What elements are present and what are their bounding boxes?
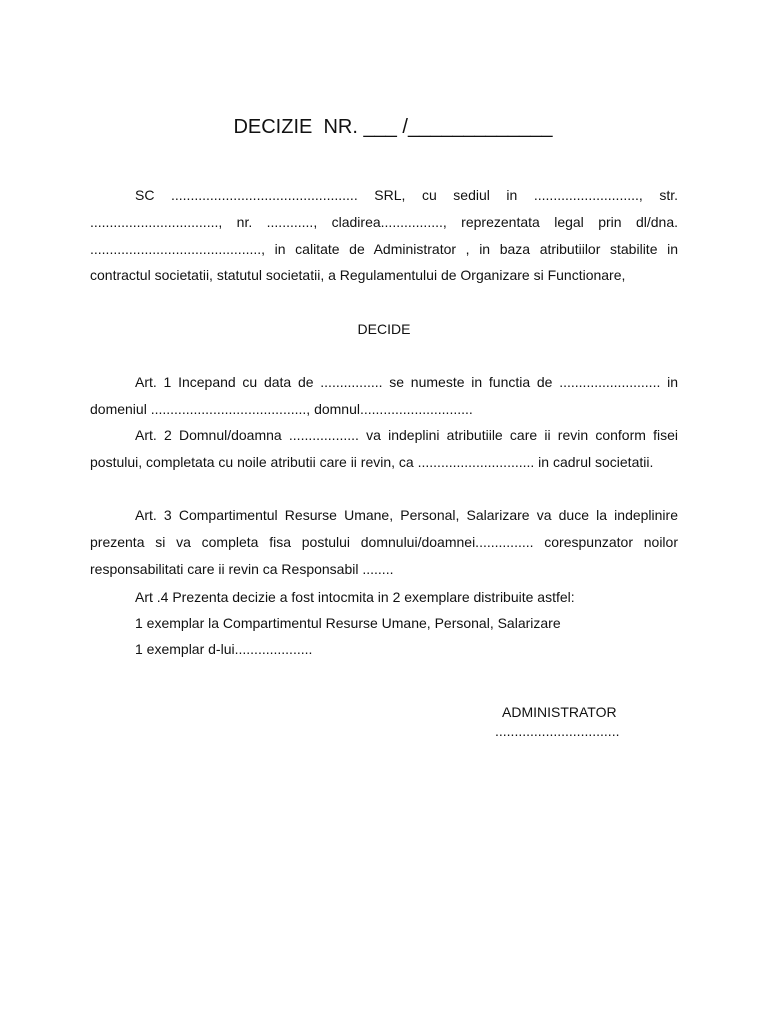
signature-line: ................................ [495,723,620,739]
article-4: Art .4 Prezenta decizie a fost intocmita in 2 exemplare distribuite astfel: [135,589,575,605]
distribution-copy-2: 1 exemplar d-lui.................... [135,641,313,657]
decide-heading: DECIDE [357,321,411,337]
signature-title: ADMINISTRATOR [502,704,617,720]
article-1: Art. 1 Incepand cu data de ................ se numeste in functia de .......................... in domeniul ........................................, domnul............................. [90,374,678,417]
intro-paragraph: SC ................................................ SRL, cu sediul in ..........................., str. ................................., nr. ............, cladirea................, reprezentata legal prin dl/dna. ............................................, in calitate de Administrator , in baza atributiilor stabilite in contractul societatii, statutul societatii, a Regulamentului de Organizare si Functionare, [90,187,678,284]
document-title: DECIZIE NR. ___ /_____________ [233,116,553,138]
article-3: Art. 3 Compartimentul Resurse Umane, Personal, Salarizare va duce la indeplinire prezenta si va completa fisa postului domnului/doamnei............... corespunzator noilor responsabilitati care ii revin ca Responsabil ........ [90,507,678,577]
distribution-copy-1: 1 exemplar la Compartimentul Resurse Umane, Personal, Salarizare [135,615,561,631]
article-2: Art. 2 Domnul/doamna .................. va indeplini atributiile care ii revin conform fisei postului, completata cu noile atributii care ii revin, ca .............................. in cadrul societatii. [90,427,678,470]
